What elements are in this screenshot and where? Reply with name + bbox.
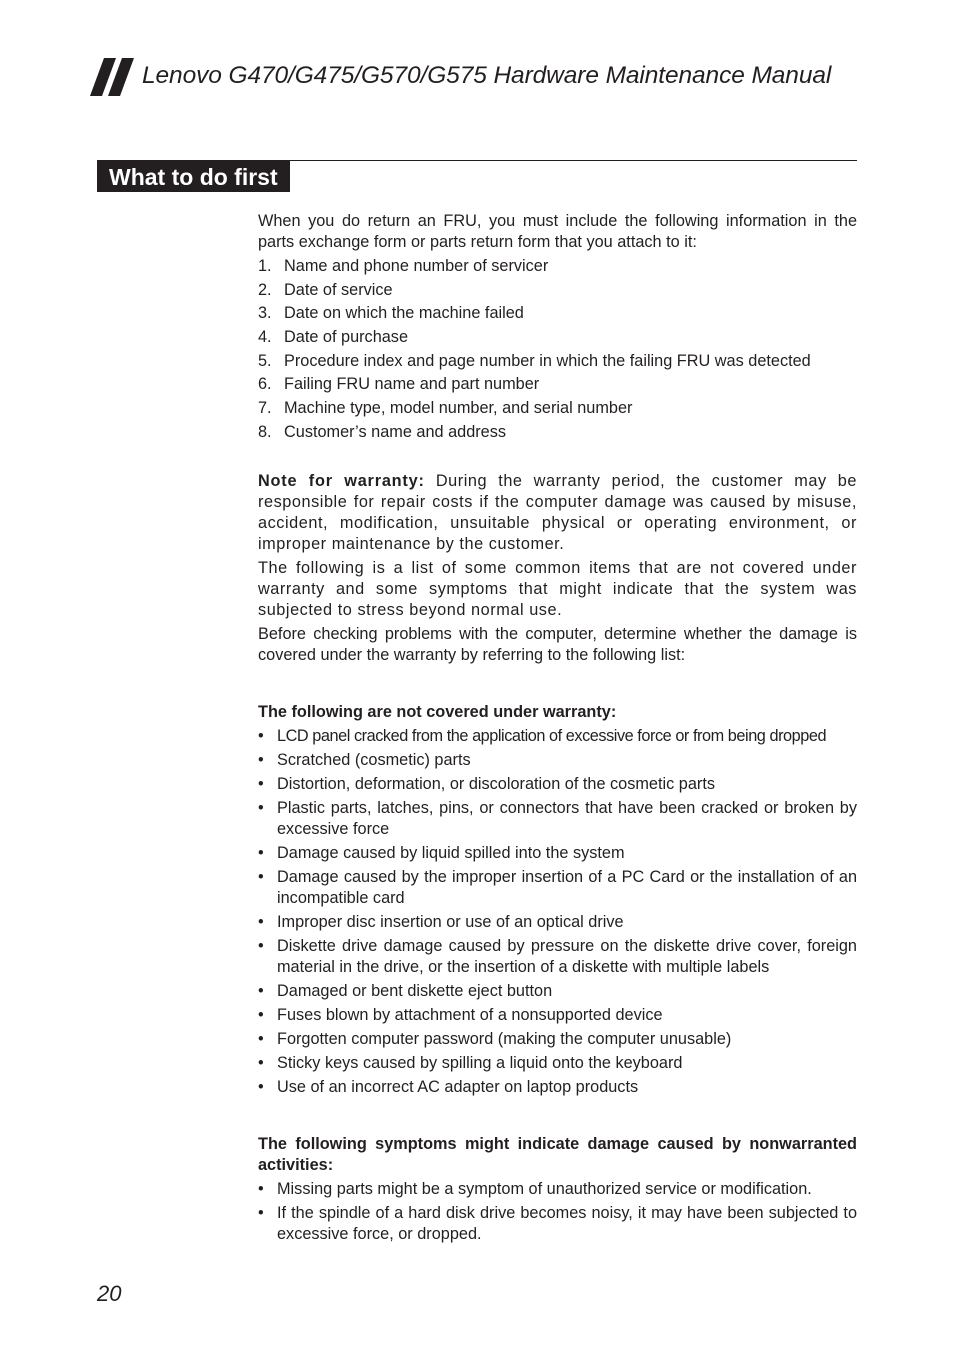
list-item: • Sticky keys caused by spilling a liquid onto the keyboard: [258, 1053, 683, 1072]
main-content: [258, 211, 857, 1248]
not-covered-heading: The following are not covered under warranty:: [258, 702, 617, 721]
list-item: 6. Failing FRU name and part number: [258, 375, 540, 394]
list-item: • Improper disc insertion or use of an optical drive: [258, 912, 624, 931]
list-item: 5. Procedure index and page number in which the failing FRU was detected: [258, 351, 811, 370]
list-item: • Diskette drive damage caused by pressure on the diskette drive cover, foreign material in the drive, or the insertion of a diskette with multiple labels: [258, 936, 857, 976]
section-title: What to do first: [97, 161, 290, 192]
fru-info-list: [258, 256, 857, 443]
list-item: • Scratched (cosmetic) parts: [258, 750, 471, 769]
list-item: 3. Date on which the machine failed: [258, 304, 524, 323]
list-item: • Use of an incorrect AC adapter on laptop products: [258, 1077, 639, 1096]
list-item: • Plastic parts, latches, pins, or connectors that have been cracked or broken by excessive force: [258, 798, 857, 838]
list-item: • If the spindle of a hard disk drive becomes noisy, it may have been subjected to excessive force, or dropped.: [258, 1203, 857, 1243]
warranty-note: [258, 471, 857, 555]
list-item: • Damage caused by liquid spilled into the system: [258, 843, 625, 862]
list-intro-paragraph: The following is a list of some common items that are not covered under warranty and some symptoms that might indicate that the system was subjected to stress beyond normal use.: [258, 558, 857, 619]
list-item: 1. Name and phone number of servicer: [258, 257, 549, 275]
page-number: 20: [97, 1281, 122, 1306]
list-item: 4. Date of purchase: [258, 328, 408, 347]
symptoms-list: [258, 1179, 857, 1245]
list-item: • Distortion, deformation, or discoloration of the cosmetic parts: [258, 774, 715, 793]
document-title: Lenovo G470/G475/G570/G575 Hardware Maintenance Manual: [142, 62, 832, 89]
list-item: 2. Date of service: [258, 280, 393, 299]
list-item: • Missing parts might be a symptom of unauthorized service or modification.: [258, 1179, 812, 1198]
list-item: • Fuses blown by attachment of a nonsupported device: [258, 1005, 663, 1024]
symptoms-heading: The following symptoms might indicate damage caused by nonwarranted activities:: [258, 1134, 857, 1174]
list-item: • Damage caused by the improper insertion of a PC Card or the installation of an incompatible card: [258, 867, 857, 907]
intro-paragraph: When you do return an FRU, you must include the following information in the parts exchange form or parts return form that you attach to it:: [258, 212, 857, 251]
not-covered-list: [258, 726, 857, 1098]
list-item: • LCD panel cracked from the application of excessive force or from being dropped: [258, 726, 827, 745]
list-item: • Damaged or bent diskette eject button: [258, 981, 553, 1000]
list-item: 8. Customer’s name and address: [258, 422, 507, 441]
check-paragraph: Before checking problems with the computer, determine whether the damage is covered under the warranty by referring to the following list:: [258, 624, 857, 664]
double-slash-logo-icon: [90, 58, 136, 96]
list-item: 7. Machine type, model number, and serial number: [258, 399, 633, 418]
list-item: • Forgotten computer password (making the computer unusable): [258, 1029, 732, 1048]
note-label: Note for warranty:: [258, 471, 425, 490]
note-text: During the warranty period, the customer may be responsible for repair costs if the computer damage was caused by misuse, accident, modification, unsuitable physical or operating environment, or improper maintenance by the customer.: [258, 471, 857, 553]
